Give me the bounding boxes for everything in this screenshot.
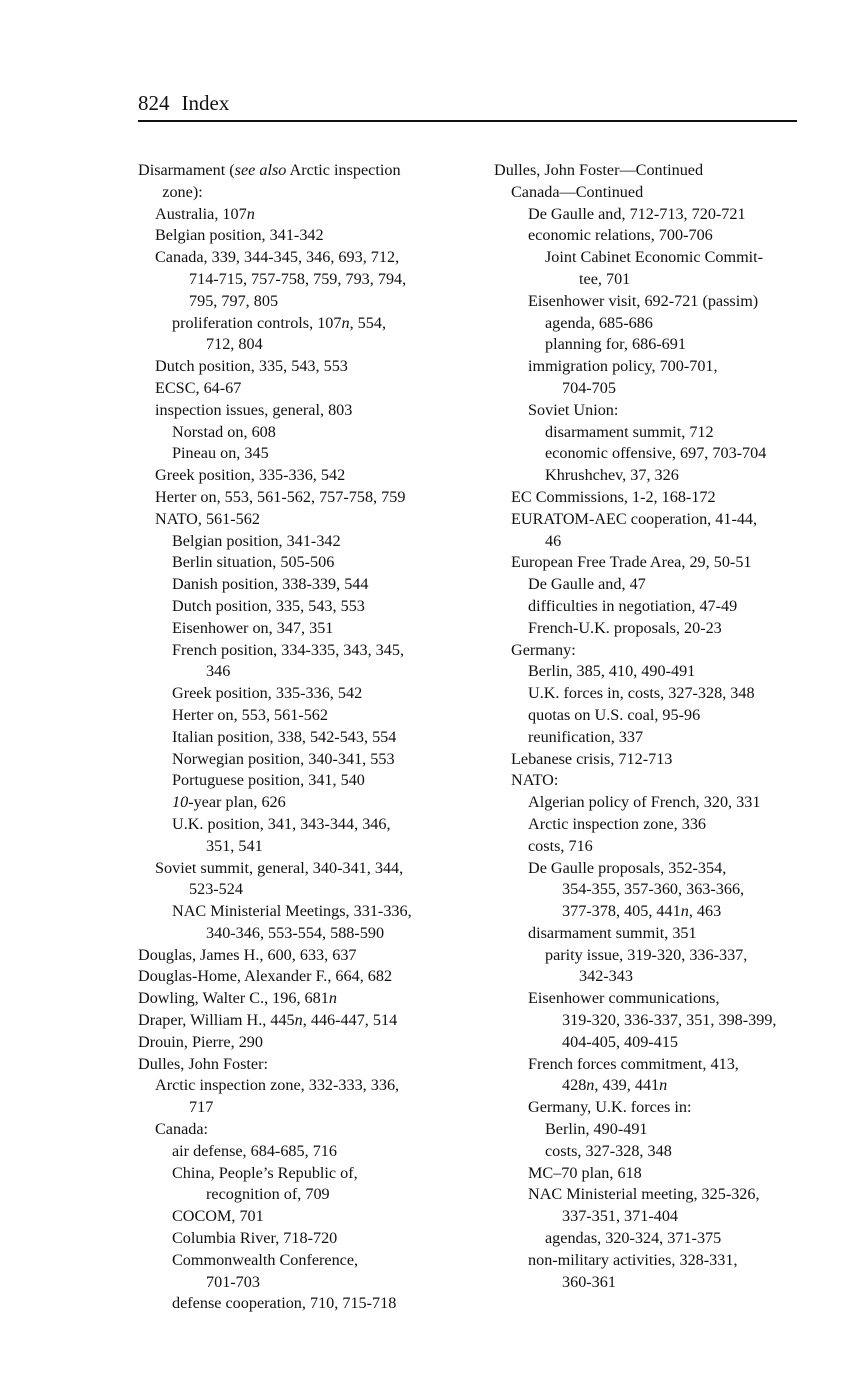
- index-entry: Dulles, John Foster—Continued: [494, 161, 704, 179]
- index-entry: EURATOM-AEC cooperation, 41-44, 46: [511, 509, 758, 550]
- index-entry: French position, 334-335, 343, 345, 346: [172, 640, 405, 681]
- index-entry: Canada:: [155, 1120, 209, 1139]
- index-entry: Germany:: [511, 640, 576, 659]
- index-entry: Portuguese position, 341, 540: [172, 771, 365, 790]
- index-entry: Herter on, 553, 561-562: [172, 705, 328, 724]
- index-column-left: [138, 160, 458, 1315]
- index-entry: immigration policy, 700-701, 704-705: [528, 357, 718, 397]
- page-title: Index: [181, 91, 230, 115]
- index-entry: costs, 716: [528, 836, 593, 855]
- page-number: 824: [138, 91, 170, 115]
- index-entry: zone):: [138, 182, 203, 201]
- index-entry: MC–70 plan, 618: [528, 1163, 642, 1182]
- index-entry: Italian position, 338, 542-543, 554: [172, 727, 397, 746]
- index-entry: agendas, 320-324, 371-375: [545, 1229, 722, 1248]
- page-header: [138, 88, 797, 122]
- index-entry: China, People’s Republic of, recognition of, 709: [172, 1163, 358, 1204]
- index-entry: De Gaulle and, 47: [528, 575, 646, 594]
- index-entry: disarmament summit, 712: [545, 422, 714, 441]
- index-entry: NATO:: [511, 771, 559, 790]
- index-entry: COCOM, 701: [172, 1207, 264, 1226]
- index-entry: Dutch position, 335, 543, 553: [172, 596, 365, 615]
- index-entry: Canada, 339, 344-345, 346, 693, 712, 714-715, 757-758, 759, 793, 794, 795, 797, 805: [155, 248, 407, 310]
- index-entry: agenda, 685-686: [545, 313, 653, 332]
- index-entry: Drouin, Pierre, 290: [138, 1032, 263, 1051]
- index-entry: Joint Cabinet Economic Commit- tee, 701: [545, 248, 764, 288]
- index-entry: 10-year plan, 626: [172, 793, 286, 812]
- index-entry: Arctic inspection zone, 332-333, 336, 717: [155, 1076, 400, 1117]
- index-entry: U.K. forces in, costs, 327-328, 348: [528, 684, 755, 703]
- index-entry: Eisenhower on, 347, 351: [172, 618, 334, 637]
- index-entry: EC Commissions, 1-2, 168-172: [511, 487, 716, 506]
- index-entry: Draper, William H., 445n, 446-447, 514: [138, 1011, 398, 1030]
- index-entry: Belgian position, 341-342: [172, 531, 341, 550]
- index-entry: Disarmament (see also Arctic inspection: [138, 161, 401, 179]
- index-entry: U.K. position, 341, 343-344, 346, 351, 541: [172, 814, 391, 855]
- index-entry: Dutch position, 335, 543, 553: [155, 357, 348, 376]
- index-entry: parity issue, 319-320, 336-337, 342-343: [545, 945, 748, 986]
- index-entry: proliferation controls, 107n, 554, 712, 804: [172, 313, 386, 354]
- index-entry: Khrushchev, 37, 326: [545, 466, 679, 485]
- index-entry: Belgian position, 341-342: [155, 226, 324, 245]
- index-column-right: [494, 160, 804, 1293]
- index-entry: Canada—Continued: [511, 182, 644, 201]
- index-entry: Greek position, 335-336, 542: [155, 466, 346, 485]
- index-entry: Berlin, 385, 410, 490-491: [528, 662, 696, 681]
- index-entry: Algerian policy of French, 320, 331: [528, 793, 761, 812]
- index-entry: Pineau on, 345: [172, 444, 269, 463]
- index-entry: disarmament summit, 351: [528, 923, 697, 942]
- index-entry: economic relations, 700-706: [528, 226, 713, 245]
- index-entry: Soviet Union:: [528, 400, 619, 419]
- index-entry: Commonwealth Conference, 701-703: [172, 1250, 359, 1291]
- index-entry: De Gaulle proposals, 352-354, 354-355, 357-360, 363-366, 377-378, 405, 441n, 463: [528, 858, 745, 921]
- index-entry: Norstad on, 608: [172, 422, 276, 441]
- index-entry: difficulties in negotiation, 47-49: [528, 596, 738, 615]
- index-entry: Berlin situation, 505-506: [172, 553, 335, 572]
- index-entry: quotas on U.S. coal, 95-96: [528, 705, 701, 724]
- index-entry: reunification, 337: [528, 727, 644, 746]
- index-entry: inspection issues, general, 803: [155, 400, 353, 419]
- index-entry: Eisenhower visit, 692-721 (passim): [528, 291, 759, 310]
- index-entry: defense cooperation, 710, 715-718: [172, 1294, 397, 1313]
- index-entry: air defense, 684-685, 716: [172, 1141, 337, 1160]
- index-entry: De Gaulle and, 712-713, 720-721: [528, 204, 746, 223]
- index-entry: Norwegian position, 340-341, 553: [172, 749, 395, 768]
- index-entry: Herter on, 553, 561-562, 757-758, 759: [155, 487, 406, 506]
- index-entry: Arctic inspection zone, 336: [528, 814, 707, 833]
- index-entry: Douglas-Home, Alexander F., 664, 682: [138, 967, 393, 986]
- index-entry: French forces commitment, 413, 428n, 439, 441n: [528, 1054, 739, 1095]
- index-entry: European Free Trade Area, 29, 50-51: [511, 553, 752, 572]
- index-entry: Douglas, James H., 600, 633, 637: [138, 945, 357, 964]
- index-entry: Dowling, Walter C., 196, 681n: [138, 989, 337, 1008]
- index-entry: Greek position, 335-336, 542: [172, 684, 363, 703]
- index-entry: Lebanese crisis, 712-713: [511, 749, 673, 768]
- index-entry: NATO, 561-562: [155, 509, 260, 528]
- index-entry: NAC Ministerial Meetings, 331-336, 340-346, 553-554, 588-590: [172, 902, 412, 942]
- index-entry: non-military activities, 328-331, 360-361: [528, 1250, 738, 1291]
- index-entry: Eisenhower communications, 319-320, 336-337, 351, 398-399, 404-405, 409-415: [528, 989, 777, 1051]
- index-entry: Danish position, 338-339, 544: [172, 575, 369, 594]
- index-entry: NAC Ministerial meeting, 325-326, 337-351, 371-404: [528, 1185, 760, 1226]
- index-entry: costs, 327-328, 348: [545, 1141, 672, 1160]
- index-entry: Columbia River, 718-720: [172, 1229, 338, 1248]
- index-entry: Australia, 107n: [155, 204, 255, 223]
- index-entry: planning for, 686-691: [545, 335, 686, 354]
- index-entry: ECSC, 64-67: [155, 378, 242, 397]
- index-entry: French-U.K. proposals, 20-23: [528, 618, 722, 637]
- index-entry: Germany, U.K. forces in:: [528, 1098, 692, 1117]
- index-entry: Berlin, 490-491: [545, 1120, 648, 1139]
- index-entry: economic offensive, 697, 703-704: [545, 444, 767, 463]
- index-entry: Dulles, John Foster:: [138, 1054, 268, 1073]
- index-entry: Soviet summit, general, 340-341, 344, 523-524: [155, 858, 404, 899]
